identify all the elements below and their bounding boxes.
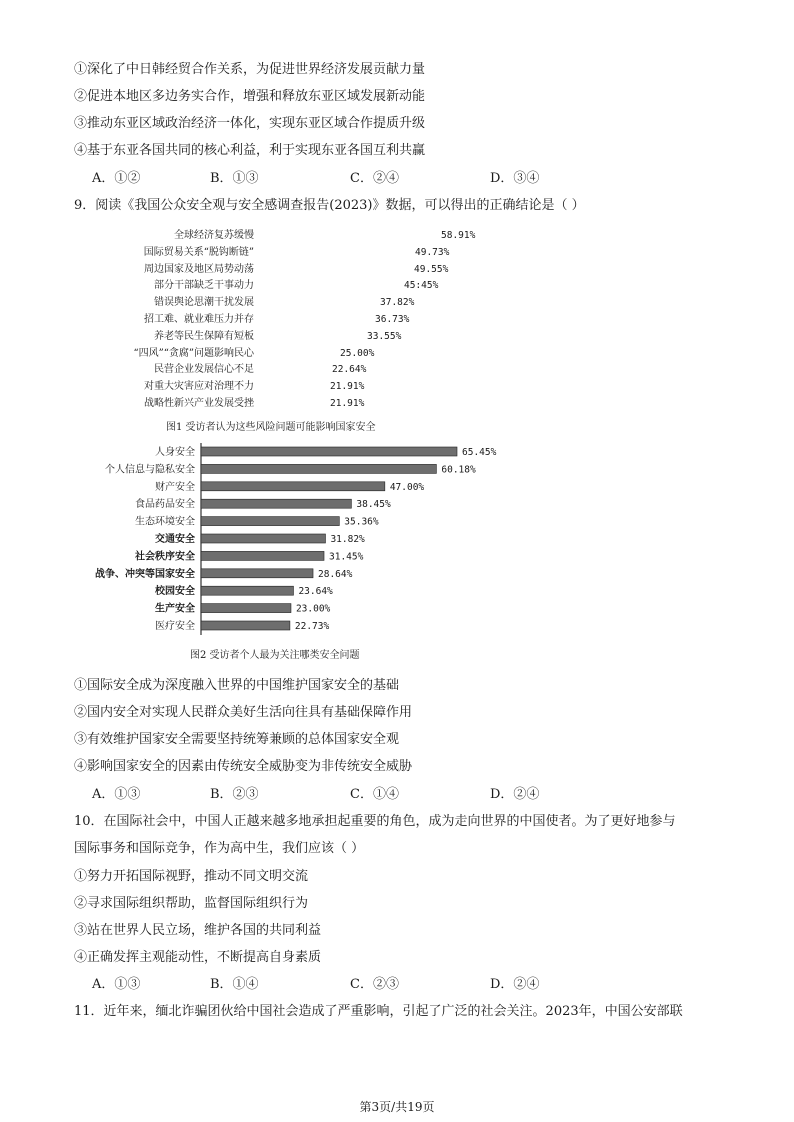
fig2-category-label: 社会秩序安全 [135, 551, 195, 563]
fig2-value-label: 47.00% [389, 481, 425, 493]
fig1-value: 22.64% [332, 364, 367, 375]
fig1-label: 错误舆论思潮干扰发展 [154, 297, 254, 308]
fig2-value-label: 60.18% [441, 464, 476, 476]
fig2-value-label: 38.45% [356, 499, 391, 511]
fig2-value-label: 31.45% [329, 551, 364, 563]
q9-option-d: D．②④ [490, 787, 540, 802]
q8-option-b: B．①③ [210, 171, 259, 186]
fig2-bar [201, 569, 313, 578]
fig2-bar [201, 482, 385, 491]
fig1-label: 养老等民生保障有短板 [154, 331, 254, 342]
fig1-label: 周边国家及地区局势动荡 [144, 264, 254, 275]
fig1-label: 国际贸易关系“脱钩断链” [143, 247, 254, 258]
figure1-caption: 图1 受访者认为这些风险问题可能影响国家安全 [166, 422, 376, 433]
q10-statement-1: ①努力开拓国际视野，推动不同文明交流 [74, 869, 309, 884]
q10-statement-4: ④正确发挥主观能动性，不断提高自身素质 [74, 950, 322, 965]
fig1-value: 25.00% [340, 348, 375, 359]
q8-statement-1: ①深化了中日韩经贸合作关系，为促进世界经济发展贡献力量 [74, 62, 426, 77]
fig2-category-label: 个人信息与隐私安全 [105, 464, 195, 476]
fig2-category-label: 人身安全 [155, 447, 195, 458]
q10-option-d: D．②④ [490, 977, 540, 992]
fig1-value: 21.91% [330, 381, 365, 392]
fig2-bar [201, 534, 325, 543]
q8-option-d: D．③④ [490, 171, 540, 186]
q10-statement-2: ②寻求国际组织帮助，监督国际组织行为 [74, 896, 309, 911]
q10-stem-line1: 10．在国际社会中，中国人正越来越多地承担起重要的角色，成为走向世界的中国使者。为了更好地参与 [74, 814, 676, 829]
q8-option-c: C．②④ [350, 171, 399, 186]
fig2-category-label: 校园安全 [155, 586, 195, 598]
fig2-value-label: 65.45% [462, 447, 497, 458]
q10-option-b: B．①④ [210, 977, 259, 992]
q10-stem-line2: 国际事务和国际竞争，作为高中生，我们应该（ ） [74, 841, 365, 856]
q11-stem: 11．近年来，缅北诈骗团伙给中国社会造成了严重影响，引起了广泛的社会关注。2023年，中国公安部联 [74, 1004, 683, 1019]
fig2-value-label: 22.73% [294, 621, 330, 632]
fig1-label: 对重大灾害应对治理不力 [144, 381, 254, 392]
q9-statement-1: ①国际安全成为深度融入世界的中国维护国家安全的基础 [74, 678, 400, 693]
fig2-category-label: 交通安全 [155, 534, 195, 545]
q10-option-c: C．②③ [350, 977, 399, 992]
fig2-bar [201, 464, 436, 473]
figure2-caption: 图2 受访者个人最为关注哪类安全问题 [190, 650, 360, 661]
q9-statement-2: ②国内安全对实现人民群众美好生活向往具有基础保障作用 [74, 705, 413, 720]
q9-option-c: C．①④ [350, 787, 399, 802]
q9-statement-3: ③有效维护国家安全需要坚持统筹兼顾的总体国家安全观 [74, 732, 400, 747]
fig1-value: 33.55% [367, 331, 402, 342]
page-footer: 第3页/共19页 [359, 1100, 435, 1114]
fig2-value-label: 35.36% [344, 516, 379, 528]
fig2-category-label: 战争、冲突等国家安全 [95, 568, 195, 580]
fig1-label: 招工难、就业难压力并存 [144, 314, 254, 325]
fig1-value: 45:45% [404, 280, 439, 291]
fig2-bar [201, 551, 324, 560]
fig2-bar [201, 604, 291, 613]
fig1-label: 民营企业发展信心不足 [154, 364, 254, 375]
fig2-category-label: 食品药品安全 [135, 499, 195, 511]
fig2-bar [201, 517, 339, 526]
fig1-value: 49.55% [414, 264, 449, 275]
fig1-value: 36.73% [375, 314, 410, 325]
q8-statement-3: ③推动东亚区域政治经济一体化，实现东亚区域合作提质升级 [74, 116, 426, 131]
q10-option-a: A．①③ [92, 977, 141, 992]
q9-statement-4: ④影响国家安全的因素由传统安全威胁变为非传统安全威胁 [74, 759, 413, 774]
fig2-bar [201, 499, 351, 508]
fig1-value: 58.91% [441, 230, 476, 241]
fig1-value: 37.82% [380, 297, 415, 308]
q9-stem: 9．阅读《我国公众安全观与安全感调查报告(2023)》数据，可以得出的正确结论是（ ） [74, 198, 585, 213]
fig1-label: 战略性新兴产业发展受挫 [144, 398, 254, 409]
fig1-label: 全球经济复苏缓慢 [174, 230, 254, 241]
q9-option-a: A．①③ [92, 787, 141, 802]
q8-statement-2: ②促进本地区多边务实合作，增强和释放东亚区域发展新动能 [74, 89, 426, 104]
q9-option-b: B．②③ [210, 787, 259, 802]
fig2-category-label: 生产安全 [155, 603, 195, 615]
q8-statement-4: ④基于东亚各国共同的核心利益，利于实现东亚各国互利共赢 [74, 143, 426, 158]
fig2-bar [201, 447, 457, 456]
fig1-label: “四风”“贪腐”问题影响民心 [133, 348, 254, 359]
q10-statement-3: ③站在世界人民立场，维护各国的共同利益 [74, 923, 322, 938]
fig2-value-label: 28.64% [318, 568, 353, 580]
fig1-value: 49.73% [415, 247, 450, 258]
fig1-label: 部分干部缺乏干事动力 [154, 280, 254, 291]
q8-option-a: A．①② [92, 171, 141, 186]
fig2-value-label: 23.64% [298, 586, 333, 598]
fig2-bar [201, 621, 290, 630]
fig2-category-label: 财产安全 [155, 481, 195, 493]
fig2-bar [201, 586, 293, 595]
fig1-value: 21.91% [330, 398, 365, 409]
fig2-category-label: 医疗安全 [155, 621, 195, 632]
fig2-value-label: 23.00% [295, 603, 331, 615]
fig2-category-label: 生态环境安全 [135, 516, 195, 528]
fig2-value-label: 31.82% [330, 534, 365, 545]
